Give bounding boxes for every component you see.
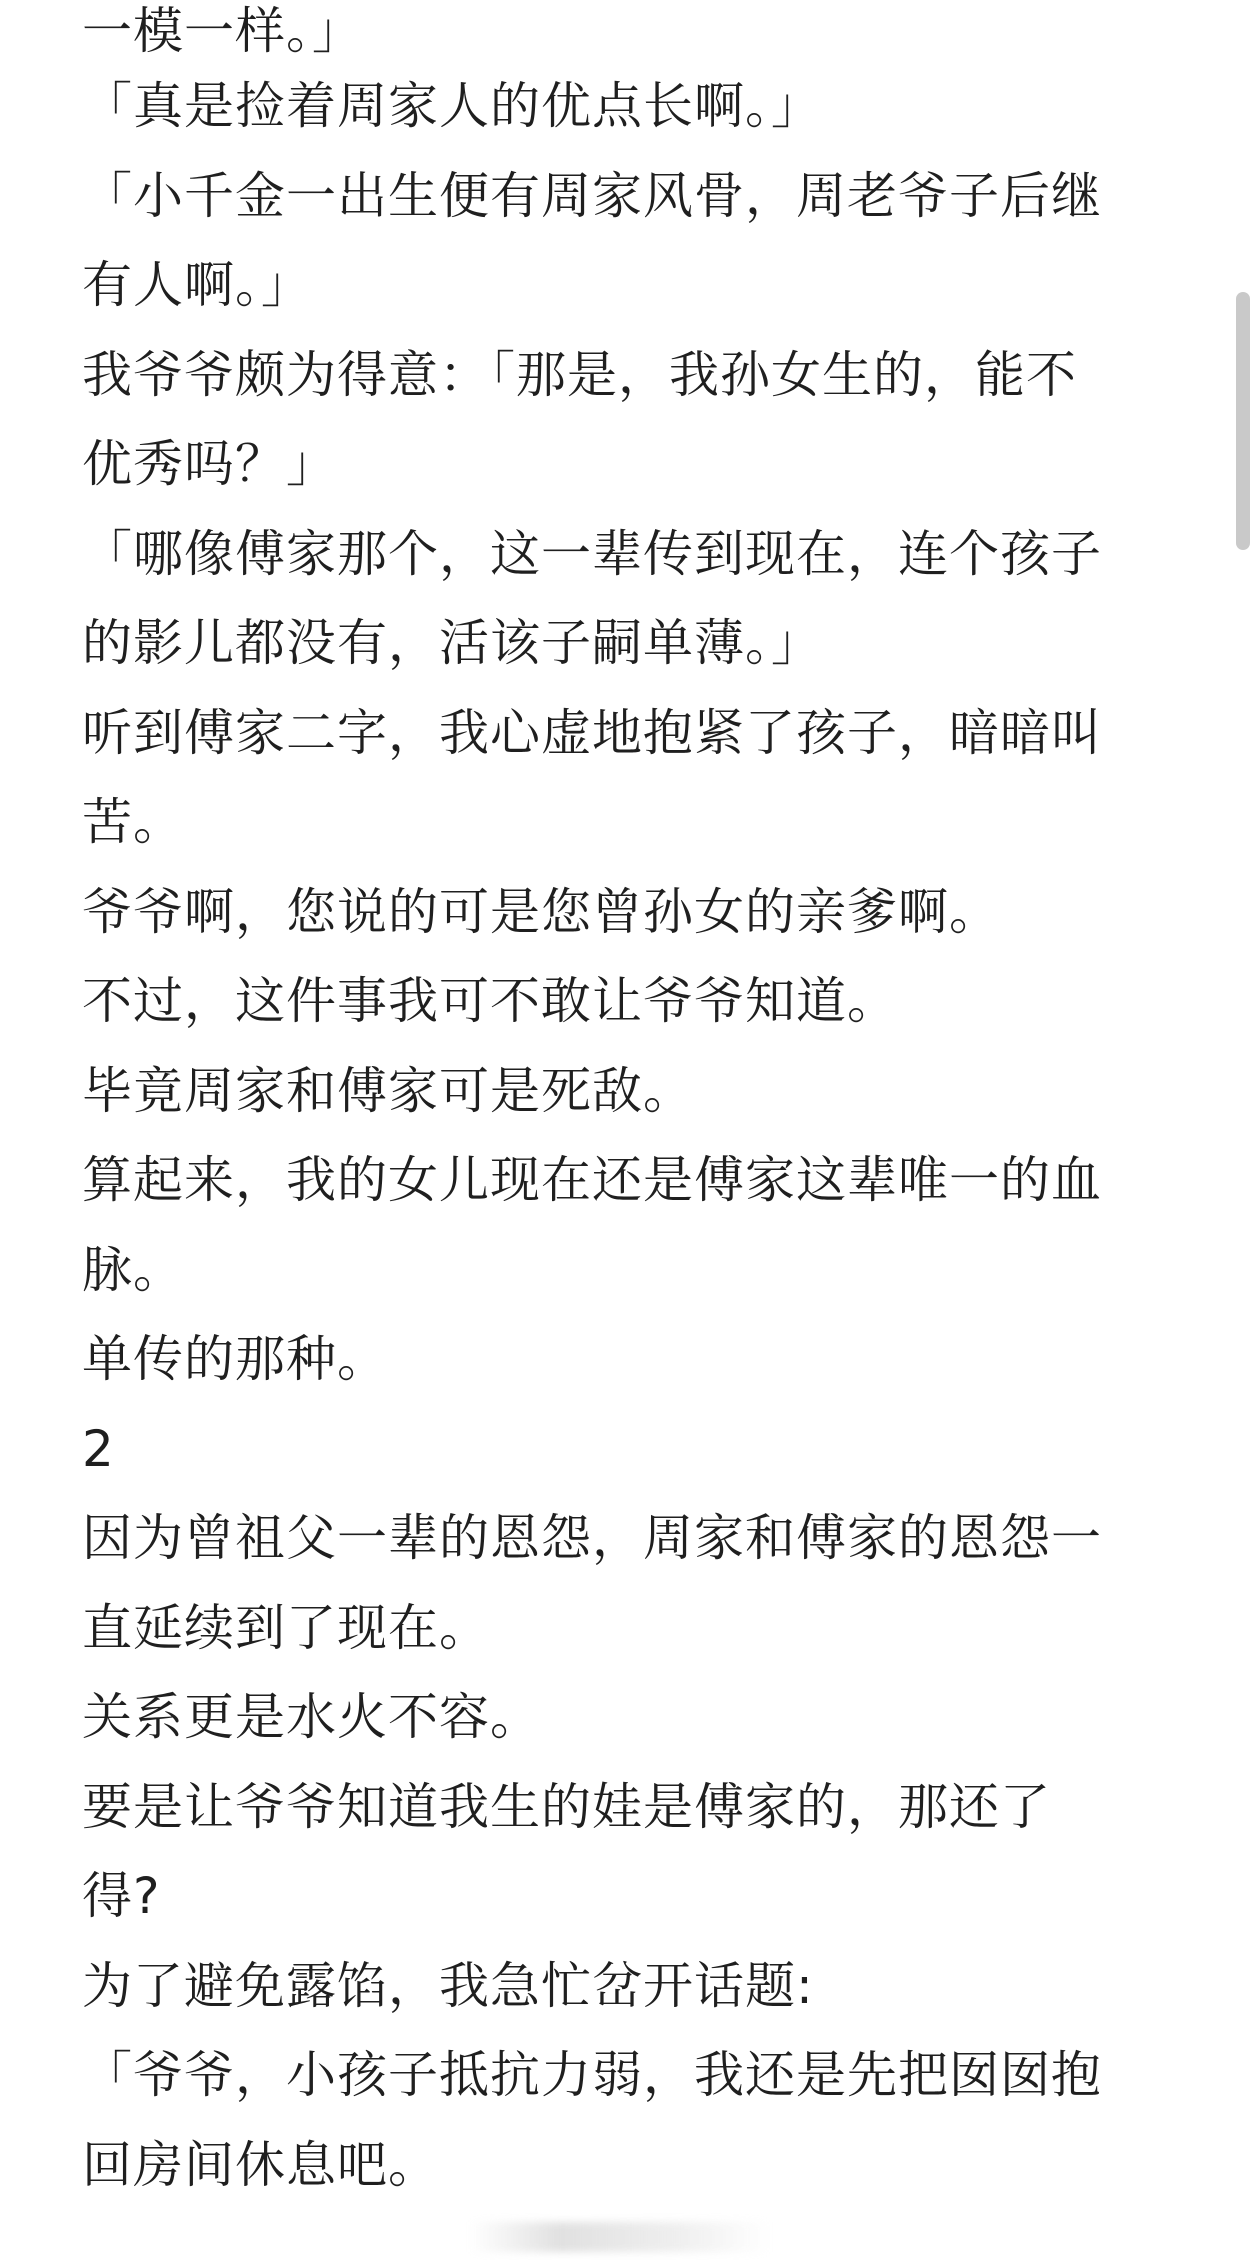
text-line: 毕竟周家和傅家可是死敌。 bbox=[82, 1061, 694, 1120]
text-line: 直延续到了现在。 bbox=[82, 1598, 490, 1657]
text-line: 「小千金一出生便有周家风骨，周老爷子后继 bbox=[82, 166, 1102, 225]
text-line: 爷爷啊，您说的可是您曾孙女的亲爹啊。 bbox=[82, 882, 1000, 941]
text-line: 单传的那种。 bbox=[82, 1330, 388, 1388]
text-line: 算起来，我的女儿现在还是傅家这辈唯一的血 bbox=[82, 1151, 1102, 1209]
text-line: 我爷爷颇为得意：「那是，我孙女生的，能不 bbox=[82, 345, 1077, 404]
text-line: 「爷爷，小孩子抵抗力弱，我还是先把囡囡抱 bbox=[82, 2046, 1102, 2104]
article-body bbox=[82, 0, 1182, 2210]
scrollbar-thumb[interactable] bbox=[1236, 292, 1250, 550]
text-line: 因为曾祖父一辈的恩怨，周家和傅家的恩怨一 bbox=[82, 1509, 1102, 1567]
text-line: 听到傅家二字，我心虚地抱紧了孩子，暗暗叫 bbox=[82, 703, 1102, 762]
section-number: 2 bbox=[82, 1419, 115, 1478]
text-line: 为了避免露馅，我急忙岔开话题: bbox=[82, 1956, 814, 2015]
text-line: 苦。 bbox=[82, 793, 184, 851]
watermark bbox=[470, 2222, 770, 2252]
vertical-scrollbar[interactable] bbox=[1236, 0, 1250, 2260]
text-line: 「真是捡着周家人的优点长啊。」 bbox=[82, 77, 822, 135]
text-line: 回房间休息吧。 bbox=[82, 2135, 439, 2194]
text-line: 得? bbox=[82, 1867, 161, 1925]
text-line: 不过，这件事我可不敢让爷爷知道。 bbox=[82, 972, 898, 1030]
text-line: 一模一样。」 bbox=[82, 2, 363, 60]
text-line: 优秀吗？」 bbox=[82, 435, 337, 493]
text-line: 脉。 bbox=[82, 1240, 184, 1299]
text-line: 的影儿都没有，活该子嗣单薄。」 bbox=[82, 614, 822, 672]
text-line: 「哪像傅家那个，这一辈传到现在，连个孩子 bbox=[82, 524, 1102, 583]
text-line: 要是让爷爷知道我生的娃是傅家的，那还了 bbox=[82, 1777, 1051, 1836]
text-line: 有人啊。」 bbox=[82, 256, 312, 314]
text-line: 关系更是水火不容。 bbox=[82, 1688, 541, 1746]
